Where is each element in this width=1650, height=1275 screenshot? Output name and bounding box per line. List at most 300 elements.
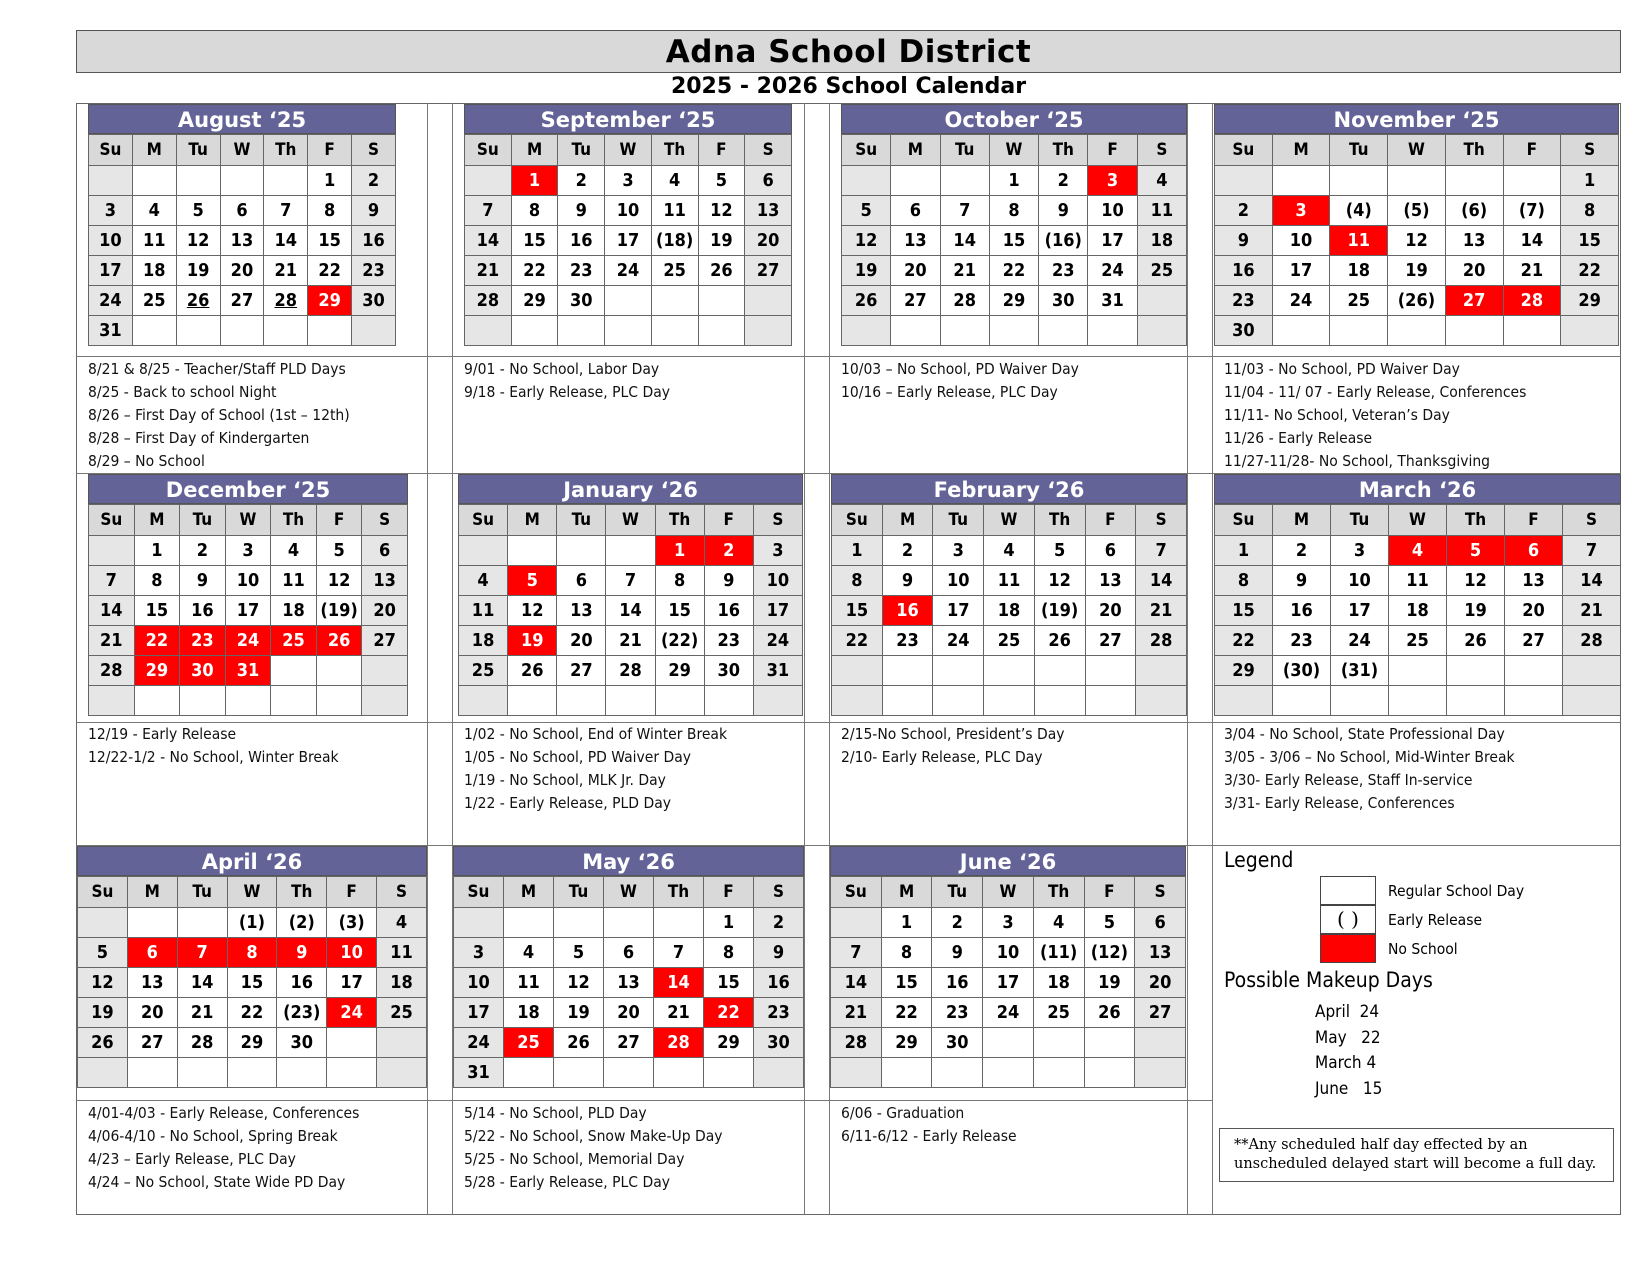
day-cell: 13 <box>557 596 606 626</box>
day-cell: 22 <box>1561 256 1619 286</box>
day-cell: 10 <box>753 566 802 596</box>
day-cell: 22 <box>511 256 558 286</box>
day-cell: 19 <box>698 226 745 256</box>
month-november <box>1214 104 1619 346</box>
week-row <box>832 566 1187 596</box>
day-cell: 24 <box>983 998 1034 1028</box>
weekday-header: Th <box>264 135 308 166</box>
makeup-day: April 24 <box>1315 1002 1380 1022</box>
day-cell: 21 <box>89 626 135 656</box>
note-line: 11/26 - Early Release <box>1224 429 1373 447</box>
day-cell: 4 <box>132 196 176 226</box>
day-cell: 16 <box>1273 596 1331 626</box>
weekday-header: F <box>1088 135 1137 166</box>
week-row <box>459 656 803 686</box>
day-cell <box>1034 686 1085 716</box>
note-line: 5/25 - No School, Memorial Day <box>464 1150 685 1168</box>
day-cell-early-release: (7) <box>1503 196 1561 226</box>
week-row <box>1215 316 1619 346</box>
day-cell: 13 <box>1505 566 1563 596</box>
day-cell <box>1137 286 1186 316</box>
day-cell <box>605 316 652 346</box>
weekday-header: F <box>1503 135 1561 166</box>
weekday-header: Tu <box>558 135 605 166</box>
district-title: Adna School District <box>665 33 1032 70</box>
day-cell-no-school: 23 <box>180 626 226 656</box>
day-cell: 16 <box>352 226 396 256</box>
day-cell <box>704 1058 754 1088</box>
week-row <box>78 908 427 938</box>
day-cell: 11 <box>459 596 508 626</box>
day-cell <box>1447 656 1505 686</box>
day-cell: 8 <box>308 196 352 226</box>
weekday-header: Tu <box>180 505 226 536</box>
day-cell: 23 <box>1039 256 1088 286</box>
day-cell: 21 <box>654 998 704 1028</box>
day-cell <box>606 536 655 566</box>
day-cell <box>1135 1058 1186 1088</box>
day-cell: 9 <box>882 566 933 596</box>
week-row <box>78 968 427 998</box>
weekday-header: M <box>882 505 933 536</box>
note-line: 9/18 - Early Release, PLC Day <box>464 383 670 401</box>
week-row <box>454 1058 804 1088</box>
weekday-header: S <box>745 135 792 166</box>
day-cell <box>1215 686 1273 716</box>
day-cell: 17 <box>933 596 984 626</box>
note-line: 2/10- Early Release, PLC Day <box>841 748 1043 766</box>
makeup-day: May 22 <box>1315 1027 1381 1048</box>
day-cell: 24 <box>1331 626 1389 656</box>
day-cell: 27 <box>604 1028 654 1058</box>
day-cell: 3 <box>1331 536 1389 566</box>
day-cell: 22 <box>308 256 352 286</box>
weekday-header: Su <box>454 877 504 908</box>
day-cell-no-school: 25 <box>504 1028 554 1058</box>
day-cell <box>1445 166 1503 196</box>
day-cell <box>465 166 512 196</box>
month-title: August ‘25 <box>88 104 396 134</box>
note-line: 5/28 - Early Release, PLC Day <box>464 1173 670 1191</box>
day-cell: 11 <box>132 226 176 256</box>
weekday-header: M <box>508 505 557 536</box>
month-title: May ‘26 <box>453 846 804 876</box>
week-row <box>465 316 792 346</box>
note-line: 1/05 - No School, PD Waiver Day <box>464 748 692 766</box>
day-cell: 9 <box>704 566 753 596</box>
day-cell <box>832 656 883 686</box>
weekday-header: Su <box>89 135 133 166</box>
day-cell: 22 <box>989 256 1038 286</box>
week-row <box>78 1028 427 1058</box>
day-cell: 11 <box>1137 196 1186 226</box>
day-cell-no-school: 1 <box>655 536 704 566</box>
day-cell: 16 <box>704 596 753 626</box>
day-cell: 20 <box>127 998 177 1028</box>
day-cell: 4 <box>1137 166 1186 196</box>
day-cell: 29 <box>1215 656 1273 686</box>
weekday-header: Tu <box>557 505 606 536</box>
notes-april <box>88 1102 359 1194</box>
notes-march <box>1224 723 1515 815</box>
week-row <box>459 566 803 596</box>
week-row <box>1215 626 1621 656</box>
day-cell: 29 <box>1561 286 1619 316</box>
week-row <box>465 196 792 226</box>
week-row <box>89 166 396 196</box>
day-cell-early-release: (16) <box>1039 226 1088 256</box>
weekday-header: F <box>327 877 377 908</box>
day-cell <box>654 908 704 938</box>
day-cell-no-school: 29 <box>308 286 352 316</box>
day-cell: 27 <box>1085 626 1136 656</box>
day-cell: 11 <box>1389 566 1447 596</box>
week-row <box>831 1058 1186 1088</box>
legend-item-early-release <box>1320 905 1482 934</box>
day-cell <box>1135 1028 1186 1058</box>
weekday-header: Su <box>831 877 882 908</box>
day-cell-no-school: 9 <box>277 938 327 968</box>
day-cell: 23 <box>932 998 983 1028</box>
day-cell: 10 <box>933 566 984 596</box>
day-cell: 16 <box>180 596 226 626</box>
day-cell: 1 <box>704 908 754 938</box>
day-cell <box>180 686 226 716</box>
week-row <box>454 938 804 968</box>
weekday-header: F <box>1084 877 1135 908</box>
day-cell <box>753 686 802 716</box>
day-cell: 9 <box>558 196 605 226</box>
day-cell: 28 <box>606 656 655 686</box>
note-line: 11/11- No School, Veteran’s Day <box>1224 406 1450 424</box>
day-cell: 2 <box>1215 196 1273 226</box>
weekday-header: Su <box>465 135 512 166</box>
legend-title: Legend <box>1224 848 1294 872</box>
day-cell <box>989 316 1038 346</box>
day-cell: 25 <box>1389 626 1447 656</box>
day-cell: 23 <box>704 626 753 656</box>
day-cell: 4 <box>1033 908 1084 938</box>
weekday-header: F <box>704 505 753 536</box>
day-cell: 13 <box>745 196 792 226</box>
day-cell: 28 <box>465 286 512 316</box>
day-cell: 15 <box>989 226 1038 256</box>
day-cell <box>362 656 408 686</box>
day-cell: 12 <box>508 596 557 626</box>
day-cell <box>932 1058 983 1088</box>
weekday-header: Su <box>832 505 883 536</box>
day-cell: 11 <box>271 566 317 596</box>
month-september <box>464 104 792 346</box>
day-cell-early-release: (1) <box>227 908 277 938</box>
day-cell: 20 <box>604 998 654 1028</box>
week-row <box>465 286 792 316</box>
day-cell: 9 <box>932 938 983 968</box>
day-cell <box>377 1058 427 1088</box>
day-cell-no-school: 16 <box>882 596 933 626</box>
day-cell: 15 <box>227 968 277 998</box>
day-cell: 13 <box>1135 938 1186 968</box>
day-cell <box>89 536 135 566</box>
day-cell: 19 <box>78 998 128 1028</box>
day-cell: 15 <box>1215 596 1273 626</box>
week-row <box>1215 686 1621 716</box>
day-cell: 28 <box>177 1028 227 1058</box>
note-line: 8/29 – No School <box>88 452 205 470</box>
weekday-header: W <box>605 135 652 166</box>
day-cell: 3 <box>605 166 652 196</box>
day-cell-no-school: 27 <box>1445 286 1503 316</box>
weekday-header: Tu <box>1331 505 1389 536</box>
day-cell <box>271 686 317 716</box>
day-cell: 13 <box>362 566 408 596</box>
day-cell <box>132 166 176 196</box>
weekday-header: Tu <box>932 877 983 908</box>
day-cell <box>264 166 308 196</box>
month-may <box>453 846 804 1088</box>
day-cell: 8 <box>655 566 704 596</box>
month-title: June ‘26 <box>830 846 1186 876</box>
day-cell-no-school: 8 <box>227 938 277 968</box>
day-cell: 7 <box>831 938 882 968</box>
notes-december <box>88 723 339 769</box>
month-grid <box>77 876 427 1088</box>
day-cell: 30 <box>277 1028 327 1058</box>
day-cell <box>327 1058 377 1088</box>
day-cell: 14 <box>1503 226 1561 256</box>
day-cell <box>316 686 362 716</box>
month-grid <box>458 504 803 716</box>
note-line: 11/27-11/28- No School, Thanksgiving <box>1224 452 1491 470</box>
week-row <box>1215 226 1619 256</box>
week-row <box>842 286 1187 316</box>
weekday-header: W <box>606 505 655 536</box>
day-cell: 22 <box>1215 626 1273 656</box>
day-cell: 1 <box>1561 166 1619 196</box>
day-cell: 29 <box>511 286 558 316</box>
day-cell: 13 <box>1445 226 1503 256</box>
day-cell-no-school: 29 <box>134 656 180 686</box>
weekday-header: W <box>983 877 1034 908</box>
week-row <box>459 536 803 566</box>
day-cell: 24 <box>89 286 133 316</box>
day-cell <box>362 686 408 716</box>
day-cell: 14 <box>606 596 655 626</box>
day-cell: 25 <box>459 656 508 686</box>
day-cell-no-school: 10 <box>327 938 377 968</box>
day-cell-no-school: 25 <box>271 626 317 656</box>
day-cell: 28 <box>89 656 135 686</box>
weekday-header: W <box>989 135 1038 166</box>
month-grid <box>1214 504 1621 716</box>
day-cell: 14 <box>89 596 135 626</box>
day-cell: 25 <box>651 256 698 286</box>
day-cell: 26 <box>698 256 745 286</box>
weekday-header: Tu <box>933 505 984 536</box>
month-grid <box>88 504 408 716</box>
week-row <box>1215 656 1621 686</box>
day-cell <box>558 316 605 346</box>
day-cell: 15 <box>511 226 558 256</box>
day-cell: 5 <box>78 938 128 968</box>
day-cell: 30 <box>558 286 605 316</box>
day-cell: 17 <box>983 968 1034 998</box>
day-cell: 12 <box>698 196 745 226</box>
notes-august <box>88 358 350 473</box>
day-cell-no-school: 3 <box>1088 166 1137 196</box>
week-row <box>89 596 408 626</box>
day-cell-early-release: (26) <box>1388 286 1446 316</box>
weekday-header: S <box>1561 135 1619 166</box>
note-line: 6/06 - Graduation <box>841 1104 965 1122</box>
day-cell: 15 <box>134 596 180 626</box>
weekday-header: S <box>1137 135 1186 166</box>
day-cell: 11 <box>504 968 554 998</box>
calendar-subtitle: 2025 - 2026 School Calendar <box>670 74 1027 99</box>
day-cell: 20 <box>1085 596 1136 626</box>
weekday-header: F <box>308 135 352 166</box>
week-row <box>89 686 408 716</box>
day-cell: 21 <box>1503 256 1561 286</box>
day-cell: 21 <box>1563 596 1621 626</box>
day-cell: 17 <box>605 226 652 256</box>
note-line: 1/19 - No School, MLK Jr. Day <box>464 771 666 789</box>
weekday-header: S <box>1136 505 1187 536</box>
weekday-header: Th <box>655 505 704 536</box>
day-cell: 6 <box>745 166 792 196</box>
day-cell <box>745 286 792 316</box>
day-cell: 8 <box>511 196 558 226</box>
day-cell-no-school: 28 <box>654 1028 704 1058</box>
day-cell: 18 <box>1389 596 1447 626</box>
legend-item-regular <box>1320 876 1524 905</box>
week-row <box>454 998 804 1028</box>
weekday-header: M <box>132 135 176 166</box>
day-cell <box>78 908 128 938</box>
legend-label: No School <box>1388 939 1458 958</box>
day-cell: 7 <box>940 196 989 226</box>
month-grid <box>830 876 1186 1088</box>
day-cell: 13 <box>891 226 940 256</box>
day-cell: 4 <box>504 938 554 968</box>
day-cell <box>604 908 654 938</box>
day-cell: 10 <box>605 196 652 226</box>
legend-swatch-early-release: ( ) <box>1320 905 1376 934</box>
week-row <box>842 166 1187 196</box>
day-cell <box>1561 316 1619 346</box>
day-cell-no-school: 11 <box>1330 226 1388 256</box>
day-cell: 25 <box>1033 998 1084 1028</box>
weekday-header: Tu <box>176 135 220 166</box>
day-cell <box>177 1058 227 1088</box>
day-cell: 13 <box>1085 566 1136 596</box>
day-cell: 1 <box>308 166 352 196</box>
day-cell: 26 <box>554 1028 604 1058</box>
day-cell: 26 <box>78 1028 128 1058</box>
week-row <box>1215 596 1621 626</box>
day-cell: 25 <box>377 998 427 1028</box>
day-cell-no-school: 22 <box>134 626 180 656</box>
day-cell: 7 <box>654 938 704 968</box>
day-cell: 9 <box>352 196 396 226</box>
day-cell: 27 <box>127 1028 177 1058</box>
day-cell: 3 <box>225 536 271 566</box>
day-cell <box>933 656 984 686</box>
day-cell: 18 <box>504 998 554 1028</box>
day-cell: 8 <box>134 566 180 596</box>
day-cell: 24 <box>753 626 802 656</box>
day-cell: 28 <box>1563 626 1621 656</box>
day-cell <box>227 1058 277 1088</box>
week-row <box>89 196 396 226</box>
day-cell <box>891 166 940 196</box>
weekday-header: F <box>698 135 745 166</box>
weekday-header: W <box>227 877 277 908</box>
day-cell: 20 <box>1505 596 1563 626</box>
weekday-header: Th <box>1034 505 1085 536</box>
week-row <box>89 566 408 596</box>
day-cell: 14 <box>940 226 989 256</box>
month-grid <box>464 134 792 346</box>
day-cell-early-release: (23) <box>277 998 327 1028</box>
day-cell <box>1039 316 1088 346</box>
note-line: 10/03 – No School, PD Waiver Day <box>841 360 1079 378</box>
day-cell <box>1447 686 1505 716</box>
week-row <box>454 968 804 998</box>
notes-november <box>1224 358 1526 473</box>
month-title: December ‘25 <box>88 474 408 504</box>
day-cell: 17 <box>1272 256 1330 286</box>
notes-october <box>841 358 1079 404</box>
weekday-header: W <box>984 505 1035 536</box>
week-row <box>78 998 427 1028</box>
weekday-header: M <box>504 877 554 908</box>
week-row <box>459 626 803 656</box>
month-grid <box>453 876 804 1088</box>
day-cell <box>308 316 352 346</box>
day-cell: 24 <box>933 626 984 656</box>
week-row <box>842 256 1187 286</box>
month-february <box>831 474 1187 716</box>
week-row <box>89 226 396 256</box>
day-cell-early-release: (12) <box>1084 938 1135 968</box>
weekday-header: F <box>1505 505 1563 536</box>
day-cell: 10 <box>89 226 133 256</box>
day-cell: 26 <box>176 286 220 316</box>
day-cell: 10 <box>1272 226 1330 256</box>
day-cell: 31 <box>89 316 133 346</box>
day-cell: 24 <box>1088 256 1137 286</box>
day-cell-no-school: 4 <box>1389 536 1447 566</box>
day-cell: 7 <box>1136 536 1187 566</box>
day-cell: 1 <box>989 166 1038 196</box>
week-row <box>465 256 792 286</box>
day-cell: 10 <box>1088 196 1137 226</box>
column-divider <box>804 103 805 1215</box>
day-cell <box>1085 656 1136 686</box>
week-row <box>89 656 408 686</box>
weekday-header: S <box>377 877 427 908</box>
day-cell <box>459 686 508 716</box>
day-cell: 27 <box>1505 626 1563 656</box>
day-cell <box>1389 656 1447 686</box>
day-cell: 30 <box>352 286 396 316</box>
day-cell <box>1137 316 1186 346</box>
weekday-header: S <box>754 877 804 908</box>
day-cell: 9 <box>754 938 804 968</box>
month-title: October ‘25 <box>841 104 1187 134</box>
weekday-header: M <box>1273 505 1331 536</box>
